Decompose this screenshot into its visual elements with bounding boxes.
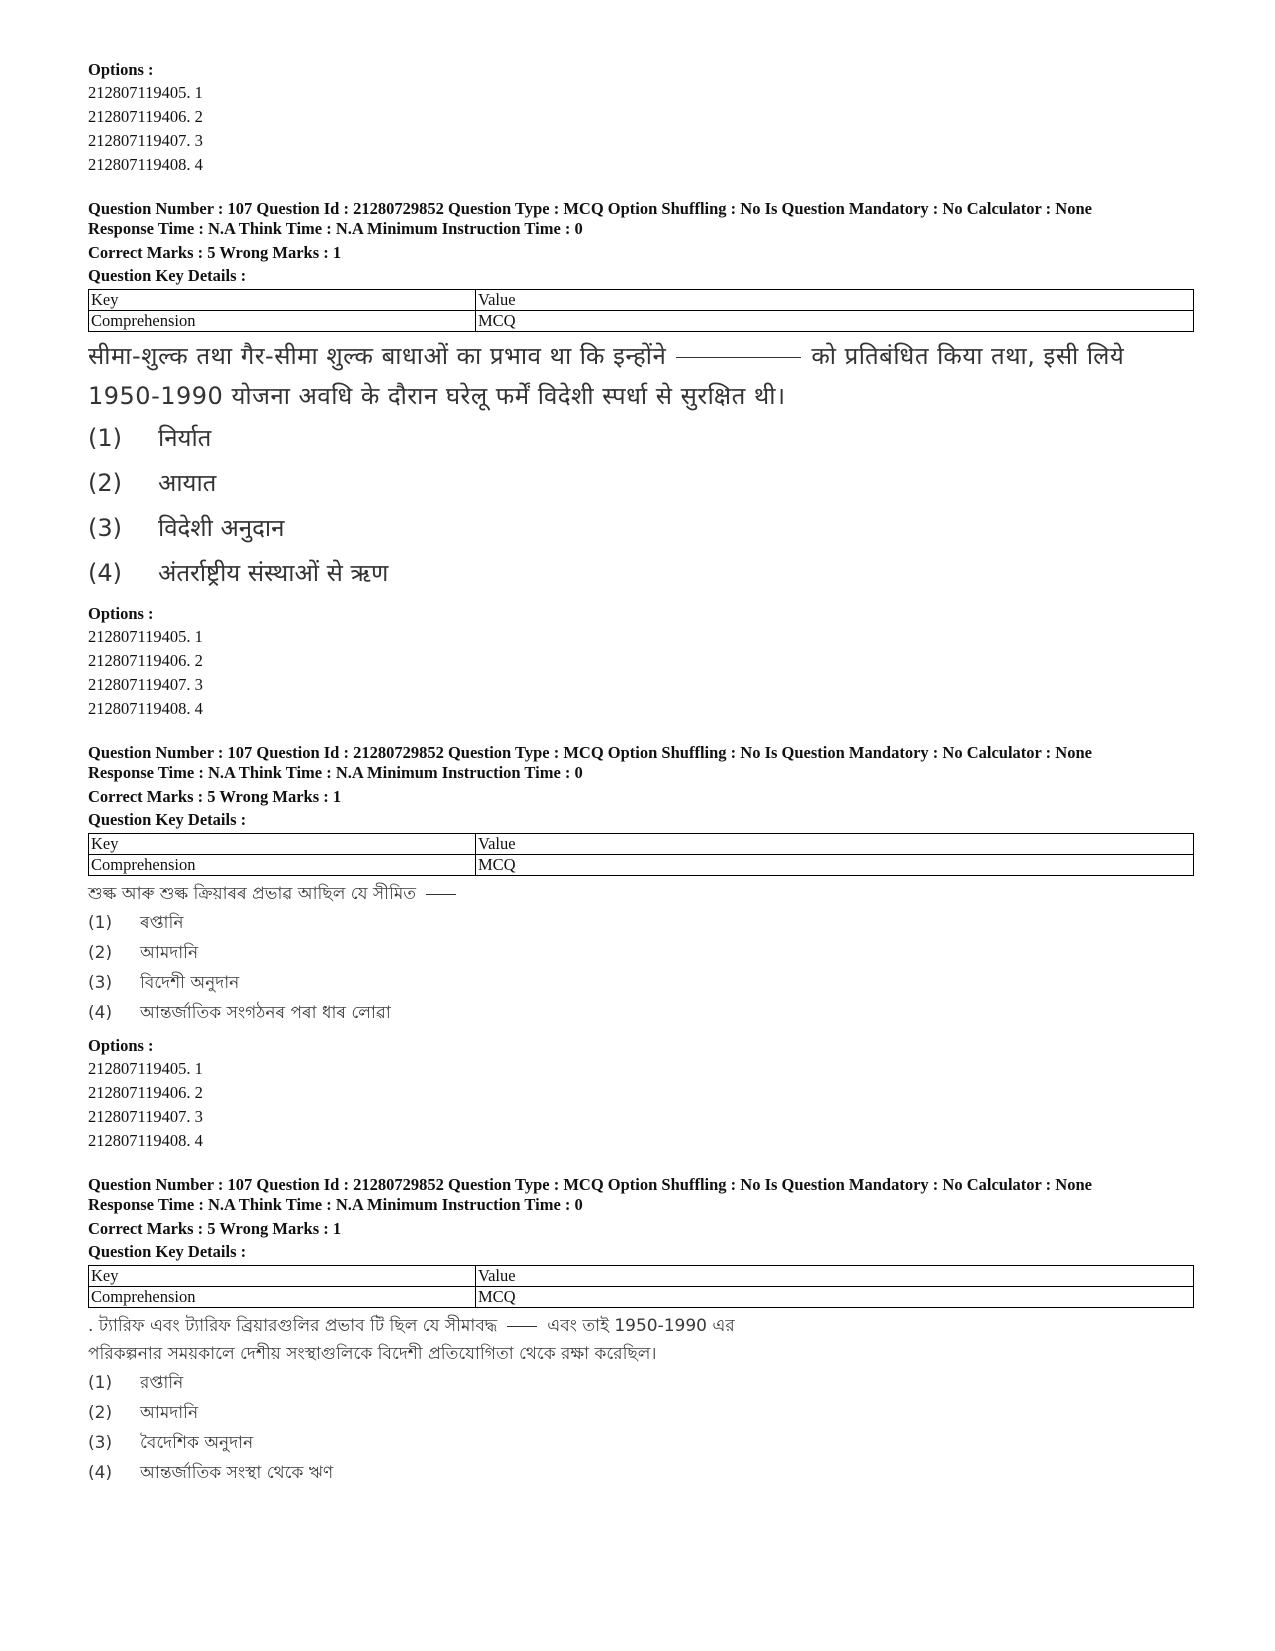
choice-text: আন্তৰ্জাতিক সংগঠনৰ পৰা ধাৰ লোৱা (140, 1003, 391, 1023)
choice-number: (1) (88, 913, 113, 933)
choice-number: (2) (88, 1403, 113, 1423)
fill-blank (426, 893, 456, 895)
choice-number: (1) (88, 424, 122, 452)
choice-text: आयात (158, 469, 217, 497)
question-stem (88, 336, 1200, 376)
table-header-key: Key (89, 290, 476, 311)
question-timing: Response Time : N.A Think Time : N.A Minimum Instruction Time : 0 (88, 219, 583, 238)
table-cell-value: MCQ (476, 311, 1194, 332)
choice-text: বিদেশী অনুদান (140, 973, 240, 993)
option-line: 212807119408. 4 (88, 155, 203, 174)
choice-item (88, 1398, 1200, 1428)
stem-text: सीमा-शुल्क तथा गैर-सीमा शुल्क बाधाओं का प्रभाव था कि इन्होंने (88, 342, 667, 370)
choice-number: (3) (88, 514, 122, 542)
choice-number: (4) (88, 1003, 113, 1023)
question-stem (88, 1312, 1200, 1340)
choice-number: (1) (88, 1373, 113, 1393)
key-details-table (88, 1265, 1194, 1308)
choice-text: निर्यात (158, 424, 212, 452)
choice-item (88, 968, 1200, 998)
choice-item (88, 1368, 1200, 1398)
fill-blank (507, 1325, 537, 1327)
choice-item (88, 998, 1200, 1028)
choice-number: (2) (88, 943, 113, 963)
choice-number: (4) (88, 559, 122, 587)
question-header: Question Number : 107 Question Id : 21280729852 Question Type : MCQ Option Shuffling : No Is Question Mandatory : No Calculator : None (88, 1175, 1092, 1194)
question-image-assamese (88, 880, 1200, 1028)
choice-number: (2) (88, 469, 122, 497)
options-block (88, 602, 1200, 721)
choice-number: (4) (88, 1463, 113, 1483)
choice-text: বৈদেশিক অনুদান (140, 1433, 254, 1453)
question-stem-line2: পরিকল্পনার সময়কালে দেশীয় সংস্থাগুলিকে বিদেশী প্রতিযোগিতা থেকে রক্ষা করেছিল। (88, 1344, 657, 1364)
question-block-bengali (88, 1175, 1200, 1488)
key-details-table (88, 833, 1194, 876)
table-cell-key: Comprehension (89, 855, 476, 876)
choice-item (88, 506, 1200, 551)
option-line: 212807119406. 2 (88, 651, 203, 670)
option-line: 212807119407. 3 (88, 675, 203, 694)
options-label: Options : (88, 1036, 154, 1055)
key-details-label: Question Key Details : (88, 810, 247, 829)
table-header-value: Value (476, 1266, 1194, 1287)
option-line: 212807119406. 2 (88, 107, 203, 126)
key-details-label: Question Key Details : (88, 266, 247, 285)
option-line: 212807119407. 3 (88, 1107, 203, 1126)
question-marks: Correct Marks : 5 Wrong Marks : 1 (88, 787, 342, 806)
option-line: 212807119408. 4 (88, 1131, 203, 1150)
options-label: Options : (88, 60, 154, 79)
choice-text: विदेशी अनुदान (158, 514, 285, 542)
question-timing: Response Time : N.A Think Time : N.A Minimum Instruction Time : 0 (88, 763, 583, 782)
question-marks: Correct Marks : 5 Wrong Marks : 1 (88, 1219, 342, 1238)
option-line: 212807119405. 1 (88, 1059, 203, 1078)
choice-text: अंतर्राष्ट्रीय संस्थाओं से ऋण (158, 559, 389, 587)
choice-item (88, 461, 1200, 506)
table-cell-key: Comprehension (89, 311, 476, 332)
question-block-hindi (88, 199, 1200, 721)
question-block-assamese (88, 743, 1200, 1153)
choice-item (88, 938, 1200, 968)
choice-text: ৰপ্তানি (140, 913, 184, 933)
question-timing: Response Time : N.A Think Time : N.A Minimum Instruction Time : 0 (88, 1195, 583, 1214)
document-page (88, 58, 1200, 1494)
choice-item (88, 416, 1200, 461)
top-options-block (88, 58, 1200, 177)
choice-number: (3) (88, 973, 113, 993)
question-stem (88, 880, 1200, 908)
choice-item (88, 1458, 1200, 1488)
options-label: Options : (88, 604, 154, 623)
option-line: 212807119405. 1 (88, 83, 203, 102)
table-cell-value: MCQ (476, 855, 1194, 876)
option-line: 212807119408. 4 (88, 699, 203, 718)
table-header-value: Value (476, 290, 1194, 311)
table-cell-key: Comprehension (89, 1287, 476, 1308)
question-image-hindi (88, 336, 1200, 596)
choice-item (88, 1428, 1200, 1458)
stem-text: को प्रतिबंधित किया तथा, इसी लिये (811, 342, 1125, 370)
key-details-label: Question Key Details : (88, 1242, 247, 1261)
option-line: 212807119407. 3 (88, 131, 203, 150)
choice-text: আন্তর্জাতিক সংস্থা থেকে ঋণ (140, 1463, 334, 1483)
choice-text: আমদানি (140, 1403, 199, 1423)
choice-text: আমদানি (140, 943, 199, 963)
question-image-bengali (88, 1312, 1200, 1488)
options-block (88, 1034, 1200, 1153)
table-cell-value: MCQ (476, 1287, 1194, 1308)
fill-blank (676, 356, 801, 358)
table-header-key: Key (89, 1266, 476, 1287)
choice-text: রপ্তানি (140, 1373, 184, 1393)
table-header-key: Key (89, 834, 476, 855)
stem-text: . ট্যারিফ এবং ট্যারিফ ব্রিয়ারগুলির প্রভাব টি ছিল যে সীমাবদ্ধ (88, 1316, 498, 1336)
choice-number: (3) (88, 1433, 113, 1453)
key-details-table (88, 289, 1194, 332)
option-line: 212807119405. 1 (88, 627, 203, 646)
option-line: 212807119406. 2 (88, 1083, 203, 1102)
stem-text: শুল্ক আৰু শুল্ক ক্ৰিয়াৰৰ প্ৰভাৱ আছিল যে সীমিত (88, 884, 417, 904)
choice-item (88, 551, 1200, 596)
question-marks: Correct Marks : 5 Wrong Marks : 1 (88, 243, 342, 262)
stem-text: এবং তাই 1950-1990 এর (547, 1316, 735, 1336)
question-header: Question Number : 107 Question Id : 21280729852 Question Type : MCQ Option Shuffling : No Is Question Mandatory : No Calculator : None (88, 743, 1092, 762)
table-header-value: Value (476, 834, 1194, 855)
question-stem-line2: 1950-1990 योजना अवधि के दौरान घरेलू फर्में विदेशी स्पर्धा से सुरक्षित थी। (88, 382, 786, 410)
choice-item (88, 908, 1200, 938)
question-header: Question Number : 107 Question Id : 21280729852 Question Type : MCQ Option Shuffling : No Is Question Mandatory : No Calculator : None (88, 199, 1092, 218)
